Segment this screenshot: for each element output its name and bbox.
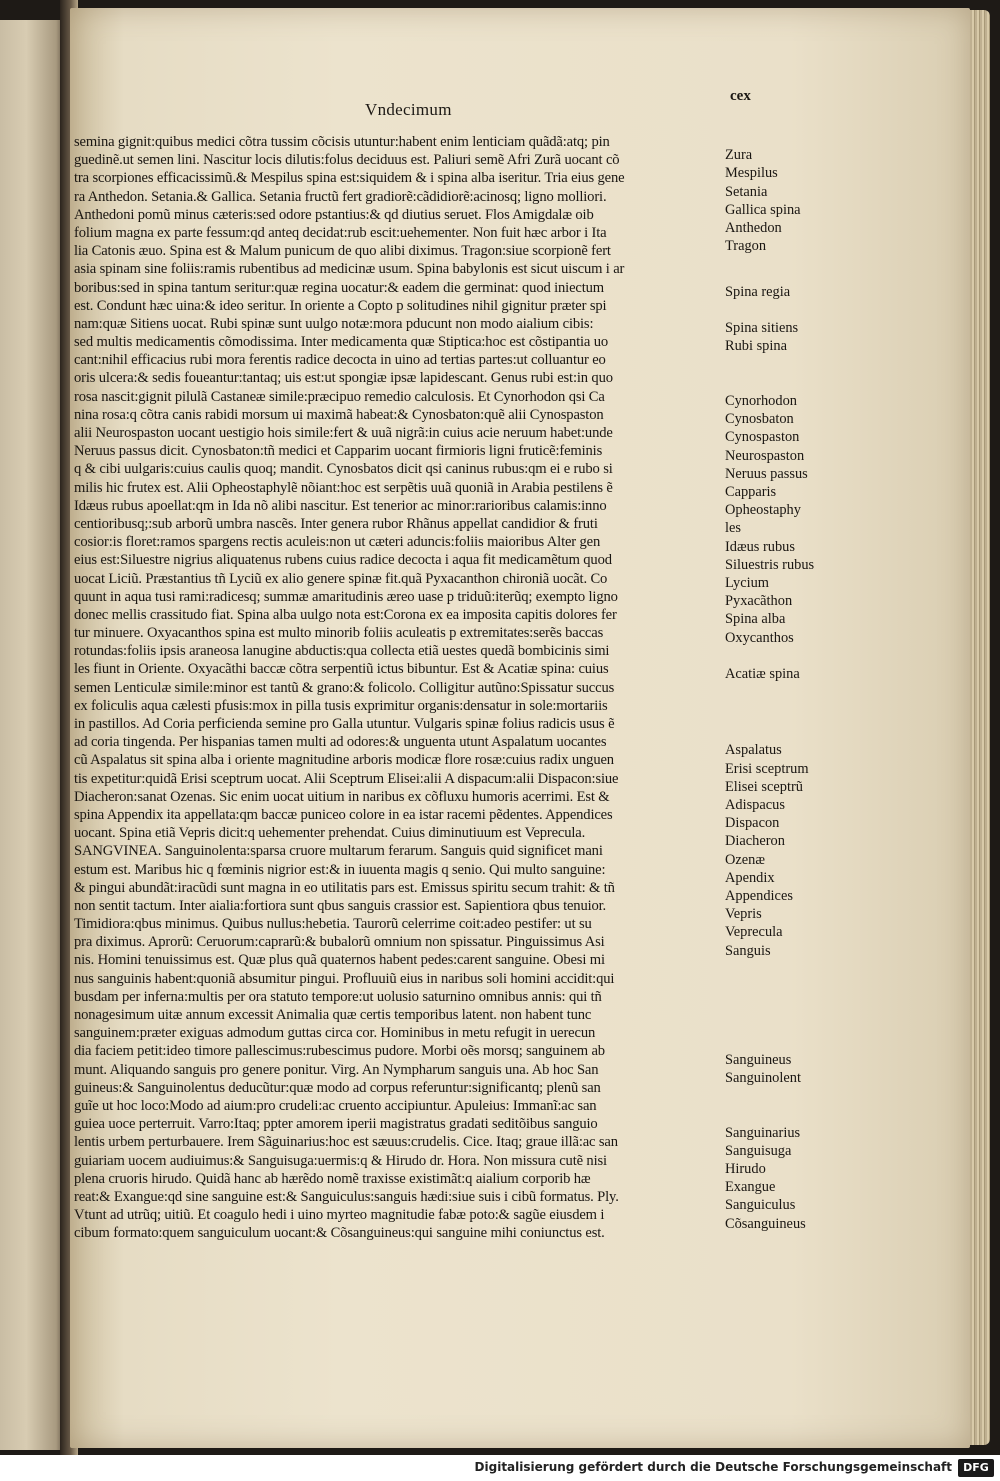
margin-note: Ozenæ [725,851,765,868]
folio-number: cex [730,88,751,104]
margin-note: Sanguiculus [725,1197,796,1214]
text-line: pra diximus. Aprorũ: Ceruorum:caprarũ:& bubalorũ omnium non spissatur. Pinguissimus Asi [74,934,605,951]
margin-note: Gallica spina [725,201,801,218]
margin-note: Adispacus [725,796,785,813]
margin-note: Spina regia [725,283,791,300]
text-line: q & cibi uulgaris:cuius caulis quoq; mandit. Cynosbatos dicit qsi caninus rubus:qm ei e rubo si [74,461,613,478]
margin-note: Cynorhodon [725,392,797,409]
margin-note: Exangue [725,1179,776,1196]
margin-note: Acatiæ spina [725,665,800,682]
margin-note: Sanguisuga [725,1142,792,1159]
margin-note: Siluestris rubus [725,556,815,573]
text-line: cibum formato:quem sanguiculum uocant:& Cõsanguineus:qui sanguine mihi coniunctus est. [74,1225,605,1242]
margin-note: Vepris [725,906,762,923]
text-line: sanguinem:præter exiguas admodum guttas circa cor. Hominibus in metu refugit in uerecun [74,1025,596,1042]
text-line: les fiunt in Oriente. Oxyacãthi baccæ cõtra serpentiũ ictus bibuntur. Est & Acatiæ spina: cuius [74,661,609,678]
footer-bar [0,1455,1000,1481]
margin-note: Sanguinarius [725,1124,801,1141]
margin-note: Zura [725,147,753,164]
text-line: asia spinam sine foliis:ramis rubentibus ad medicinæ usum. Spina babylonis est sicut uiscum i ar [74,261,625,278]
margin-note: Lycium [725,574,769,591]
text-line: guĩe ut hoc loco:Modo ad aium:pro crudeli:ac cruento accipiuntur. Apuleius: Immanĩ:ac san [74,1097,597,1114]
text-line: tur minuere. Oxyacanthos spina est multo minorib foliis aculeatis p extremitates:serẽs baccas [74,625,604,642]
text-line: ex foliculis aqua cælesti pfusis:mox in pilla tusis exprimitur organis:densatur in sole:mortariis [74,697,608,714]
text-line: semen Lenticulæ simile:minor est tantũ & grano:& folicolo. Colligitur autũno:Spissatur succus [74,679,615,696]
margin-note: Apendix [725,869,775,886]
text-line: cosior:is floret:ramos spargens rectis aculeis:non ut cæteri aduncis:foliis maioribus Alter gen [74,534,601,551]
text-line: cant:nihil efficacius rubi mora ferentis radice decocta in uino ad tertias partes:ut colluantur eo [74,352,606,369]
text-line: nonagesimum uitæ annum excessit Animalia quæ certis temporibus latent. non habent tunc [74,1007,592,1023]
margin-note: Neruus passus [725,465,808,482]
text-line: estum est. Maribus hic q fœminis nigrior est:& in iuuenta magis q senio. Qui multo sanguine: [74,861,606,878]
text-line: uocant. Spina etiã Vepris dicit:q uehementer prehendat. Cuius diminutiuum est Veprecula. [74,825,586,842]
text-line: Timidiora:qbus minimus. Quibus nullus:hebetia. Taurorũ celerrime coit:adeo pestifer: ut su [74,916,592,933]
text-line: lia Catonis æuo. Spina est & Malum punicum de quo alibi diximus. Tragon:siue scorpionẽ fert [74,243,611,260]
text-line: ra Anthedon. Setania.& Gallica. Setania fructũ fert gradiorẽ:cãdidiorẽ:acinosq; ligno molliori. [74,188,607,205]
text-line: Anthedoni pomũ minus cæteris:sed odore pstantius:& qd diutius seruet. Flos Amigdalæ oib [74,206,594,223]
text-line: rosa nascit:gignit pilulã Castaneæ simile:præcipuo remedio calculosis. Et Cynorhodon qsi Ca [74,388,605,405]
text-line: reat:& Exangue:qd sine sanguine est:& Sanguiculus:sanguis hædi:siue suis i cibũ formatus. Ply. [74,1188,619,1205]
text-line: nam:quæ Sitiens uocat. Rubi spinæ sunt uulgo notæ:mora pducunt non modo aialium cibis: [74,315,594,332]
text-line: quunt in aqua tusi rami:radicesq; summæ amaritudinis æreo uase p triduũ:iterũq; exempto ligno [74,588,618,605]
text-line: dia faciem petit:ideo timore pallescimus:rubescimus pudore. Morbi oẽs morsq; sanguinem ab [74,1043,605,1060]
text-line: est. Condunt hæc uina:& ideo seritur. In oriente a Copto p solitudines nihil gignitur præter spi [74,297,607,314]
text-line: plena cruoris hirudo. Quidã hanc ab hærẽdo nomẽ traxisse existimãt:q aialium corporib hæ [74,1170,591,1187]
text-line: lentis urbem perturbauere. Irem Sãguinarius:hoc est sæuus:crudelis. Cice. Itaq; graue illã:ac san [74,1134,618,1151]
text-line: guiariam uocem audiuimus:& Sanguisuga:uermis:q & Hirudo dr. Hora. Non missura cutẽ nisi [74,1152,607,1169]
text-line: nus sanguinis habent:quoniã absumitur pingui. Profluuiũ eius in naribus soli homini accidit:qui [74,970,615,987]
text-line: in pastillos. Ad Coria perficienda semine pro Galla utuntur. Vulgaris spinæ folius radicis usus ẽ [74,716,615,732]
margin-note: Spina sitiens [725,320,799,337]
text-line: & pingui abundãt:iracũdi sunt magna in eo utilitatis pars est. Emissus spiritu secum trahit: & tñ [74,879,615,896]
funding-credit: Digitalisierung gefördert durch die Deutsche Forschungsgemeinschaft [474,1460,952,1474]
text-line: munt. Aliquando sanguis pro genere ponitur. Virg. An Nympharum sanguis una. Ab hoc San [74,1061,599,1078]
text-line: boribus:sed in spina tantum seritur:quæ regina uocatur:& eadem die germinat: quod iniectum [74,279,604,296]
text-line: guineus:& Sanguinolentus deducũtur:quæ modo ad corpus referuntur:significantq; plenũ san [74,1079,601,1096]
text-line: uocat Liciũ. Præstantius tñ Lyciũ ex alio genere spinæ fit.quã Pyxacanthon chironiã uocãt. Co [74,570,608,587]
text-line: Diacheron:sanat Ozenas. Sic enim uocat uitium in naribus ex cõfluxu humoris acerrimi. Est & [74,788,610,805]
margin-note: Hirudo [725,1160,766,1177]
margin-note: Cynospaston [725,429,800,446]
main-text-block [74,133,714,1242]
text-line: nina rosa:q cõtra canis rabidi morsum ui maximã habeat:& Cynosbaton:quẽ alii Cynospaston [74,406,604,423]
margin-note: les [725,520,741,537]
text-line: cũ Aspalatus sit spina alba i oriente magnitudine arboris modicæ flore rosæ:cuius radix unguen [74,752,614,769]
margin-note: Pyxacãthon [725,593,793,610]
text-line: guiea uoce perterruit. Varro:Itaq; ppter amorem iperii magistratus gradati seditõibus sanguio [74,1116,598,1133]
margin-note: Appendices [725,887,793,904]
text-line: rotundas:foliis ipsis araneosa lanugine abductis:qua collecta etiã uestes quedã bombicinis simi [74,643,610,660]
margin-note: Capparis [725,483,777,500]
margin-note: Mespilus [725,165,778,182]
margin-note: Oxycanthos [725,629,794,646]
text-line: sed multis medicamentis cõmodissima. Inter medicamenta quæ Stiptica:hoc est cõstipantia uo [74,334,609,351]
text-line: guedinẽ.ut semen lini. Nascitur locis dilutis:folus deciduus est. Paliuri semẽ Afri Zurã uocant cõ [74,152,620,169]
text-line: busdam per inferna:multis per ora statuto tempore:ut uolusio saturnino omnibus annis: qui tñ [74,988,602,1005]
text-line: alii Neurospaston uocant uestigio hois simile:fert & uuã nigrã:in cuius acie neruum habet:unde [74,425,613,441]
text-line: Idæus rubus apoellat:qm in Ida nõ alibi nascitur. Est tenerior ac minor:rarioribus calamis:inno [74,497,607,514]
margin-note: Cynosbaton [725,411,794,428]
margin-note: Elisei sceptrũ [725,778,803,795]
margin-note: Neurospaston [725,447,805,464]
margin-note: Rubi spina [725,338,787,355]
text-line: ad coria tingenda. Per hispanias tamen multi ad odores:& unguenta utunt Aspalatum uocantes [74,734,607,751]
margin-note: Aspalatus [725,742,782,759]
margin-note: Sanguinolent [725,1069,801,1086]
text-line: spina Appendix ita appellata:qm baccæ puniceo colore in ea istar racemi pẽdentes. Appendices [74,806,613,823]
text-line: Vtunt ad utrũq; uitiũ. Et coagulo hedi i uino myrteo magnitudie fabæ poto:& sagũe eiusdem i [74,1207,605,1224]
text-line: centioribusq;:sub arborũ umbra nascẽs. Inter genera rubor Rhãnus appellat candidior & fruti [74,515,598,532]
margin-note: Diacheron [725,833,785,850]
text-line: nis. Homini tenuissimus est. Quæ plus quã quaternos habent pedes:carent sanguine. Obesi mi [74,952,605,969]
margin-note: Dispacon [725,815,780,832]
margin-note: Sanguis [725,942,771,959]
text-line: eius est:Siluestre nigrius aliquatenus rubens cuius radice decocta i aqua fit medicamẽtum quod [74,552,612,569]
margin-note: Opheostaphy [725,502,801,519]
text-line: milis hic frutex est. Alii Opheostaphylẽ nõiant:hoc est serpẽtis uuã quoniã in Arabia pestilens ẽ [74,479,613,496]
text-line: folium magna ex parte fessum:qd anteq decidat:rub escit:uehementer. Non fuit hæc arbor i Ita [74,224,607,241]
facing-page-fragment [0,20,66,1450]
text-line: SANGVINEA. Sanguinolenta:sparsa cruore multarum ferarum. Sanguis quid significet mani [74,843,603,860]
text-line: oris ulcera:& sedis foueantur:tantaq; uis est:ut spongiæ ipsæ lapidescant. Genus rubi est:in quo [74,370,613,387]
text-line: donec mellis crassitudo fiat. Spina alba uulgo nota est:Corona ex ea imposita capitis dolores fer [74,606,617,623]
margin-note: Tragon [725,238,767,255]
text-line: tra scorpiones efficacissimũ.& Mespilus spina est:siquidem & i spina alba iseritur. Tria eius gene [74,170,625,187]
running-head: Vndecimum [365,100,452,119]
margin-note: Idæus rubus [725,538,795,555]
margin-note: Erisi sceptrum [725,760,809,777]
margin-note: Veprecula [725,924,783,941]
margin-note: Spina alba [725,611,786,628]
margin-note: Cõsanguineus [725,1215,806,1232]
margin-note: Setania [725,183,768,200]
margin-note: Anthedon [725,220,782,236]
text-line: non sentit tactum. Inter aialia:fortiora sunt qbus sanguis crassior est. Sapientiora qbus tenuior. [74,897,607,914]
text-line: semina gignit:quibus medici cõtra tussim cõcisis utuntur:habent enim lenticiam quãdã:atq; pin [74,134,610,150]
text-line: tis expetitur:quidã Erisi sceptrum uocat. Alii Sceptrum Elisei:alii A dispacum:alii Dispacon:siue [74,770,619,787]
margin-note: Sanguineus [725,1051,792,1068]
text-line: Neruus passus dicit. Cynosbaton:tñ medici et Capparim uocant firmioris ligni fruticẽ:feminis [74,443,603,460]
dfg-logo: DFG [958,1459,994,1477]
